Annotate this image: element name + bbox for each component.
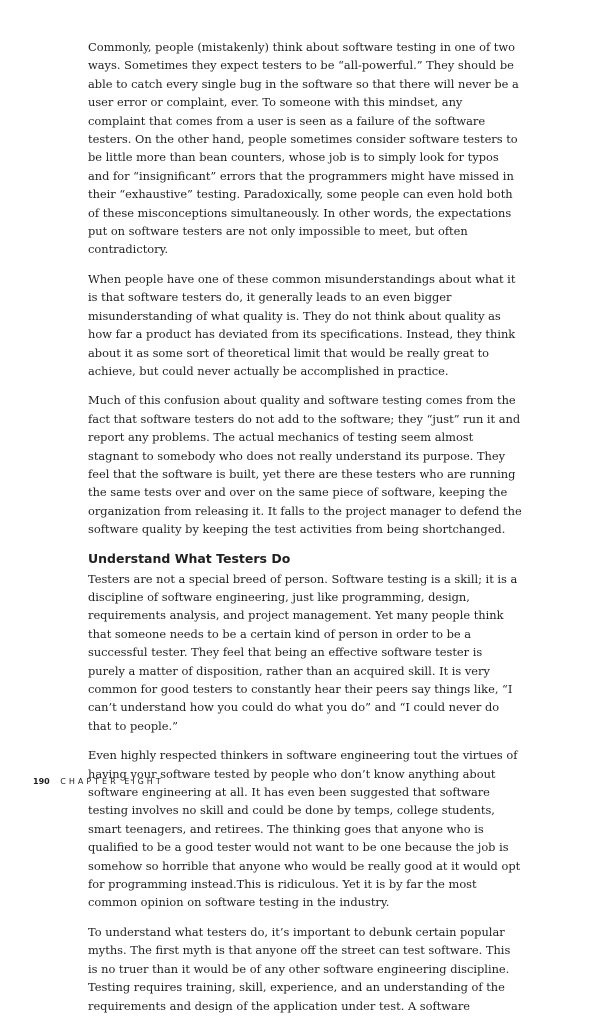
body-text xyxy=(88,38,522,1026)
paragraph-5: Even highly respected thinkers in software engineering tout the virtues of having your software tested by people who don’t know anything about software engineering at all. It has even been suggested that software testing involves no skill and could be done by temps, college students, smart teenagers, and retirees. The thinking goes that anyone who is qualified to be a good tester would not want to be one because the job is somehow so horrible that anyone who would be really good at it would opt for programming instead.This is ridiculous. Yet it is by far the most common opinion on software testing in the industry. xyxy=(88,748,521,910)
page-footer xyxy=(33,777,164,786)
paragraph-1: Commonly, people (mistakenly) think about software testing in one of two ways. Sometimes they expect testers to be “all-powerful.” They should be able to catch every single bug in the software so that there will never be a user error or complaint, ever. To someone with this mindset, any complaint that comes from a user is seen as a failure of the software testers. On the other hand, people sometimes consider software testers to be little more than bean counters, whose job is to simply look for typos and for “insignificant” errors that the programmers might have missed in their “exhaustive” testing. Paradoxically, some people can even hold both of these misconceptions simultaneously. In other words, the expectations put on software testers are not only impossible to meet, but often contradictory. xyxy=(88,40,519,257)
paragraph-2: When people have one of these common misunderstandings about what it is that software testers do, it generally leads to an even bigger misunderstanding of what quality is. They do not think about quality as how far a product has deviated from its specifications. Instead, they think about it as some sort of theoretical limit that would be really great to achieve, but could never actually be accomplished in practice. xyxy=(88,271,516,378)
section-heading: Understand What Testers Do xyxy=(88,550,291,566)
paragraph-3: Much of this confusion about quality and software testing comes from the fact that software testers do not add to the software; they “just” run it and report any problems. The actual mechanics of testing seem almost stagnant to somebody who does not really understand its purpose. They feel that the software is built, yet there are these testers who are running the same tests over and over on the same piece of software, keeping the organization from releasing it. It falls to the project manager to defend the software quality by keeping the test activities from being shortchanged. xyxy=(88,393,522,537)
paragraph-6: To understand what testers do, it’s important to debunk certain popular myths. The first myth is that anyone off the street can test software. This is no truer than it would be of any other software engineering discipline. Testing requires training, skill, experience, and an understanding of the requirements and design of the application under test. A software xyxy=(88,924,511,1013)
paragraph-4: Testers are not a special breed of person. Software testing is a skill; it is a discipline of software engineering, just like programming, design, requirements analysis, and project management. Yet many people think that someone needs to be a certain kind of person in order to be a successful tester. They feel that being an effective software tester is purely a matter of disposition, rather than an acquired skill. It is very common for good testers to constantly hear their peers say things like, “I can’t understand how you could do what you do” and “I could never do that to people.” xyxy=(88,571,518,733)
page-number: 190 xyxy=(33,777,50,786)
chapter-label: CHAPTER EIGHT xyxy=(60,777,164,786)
